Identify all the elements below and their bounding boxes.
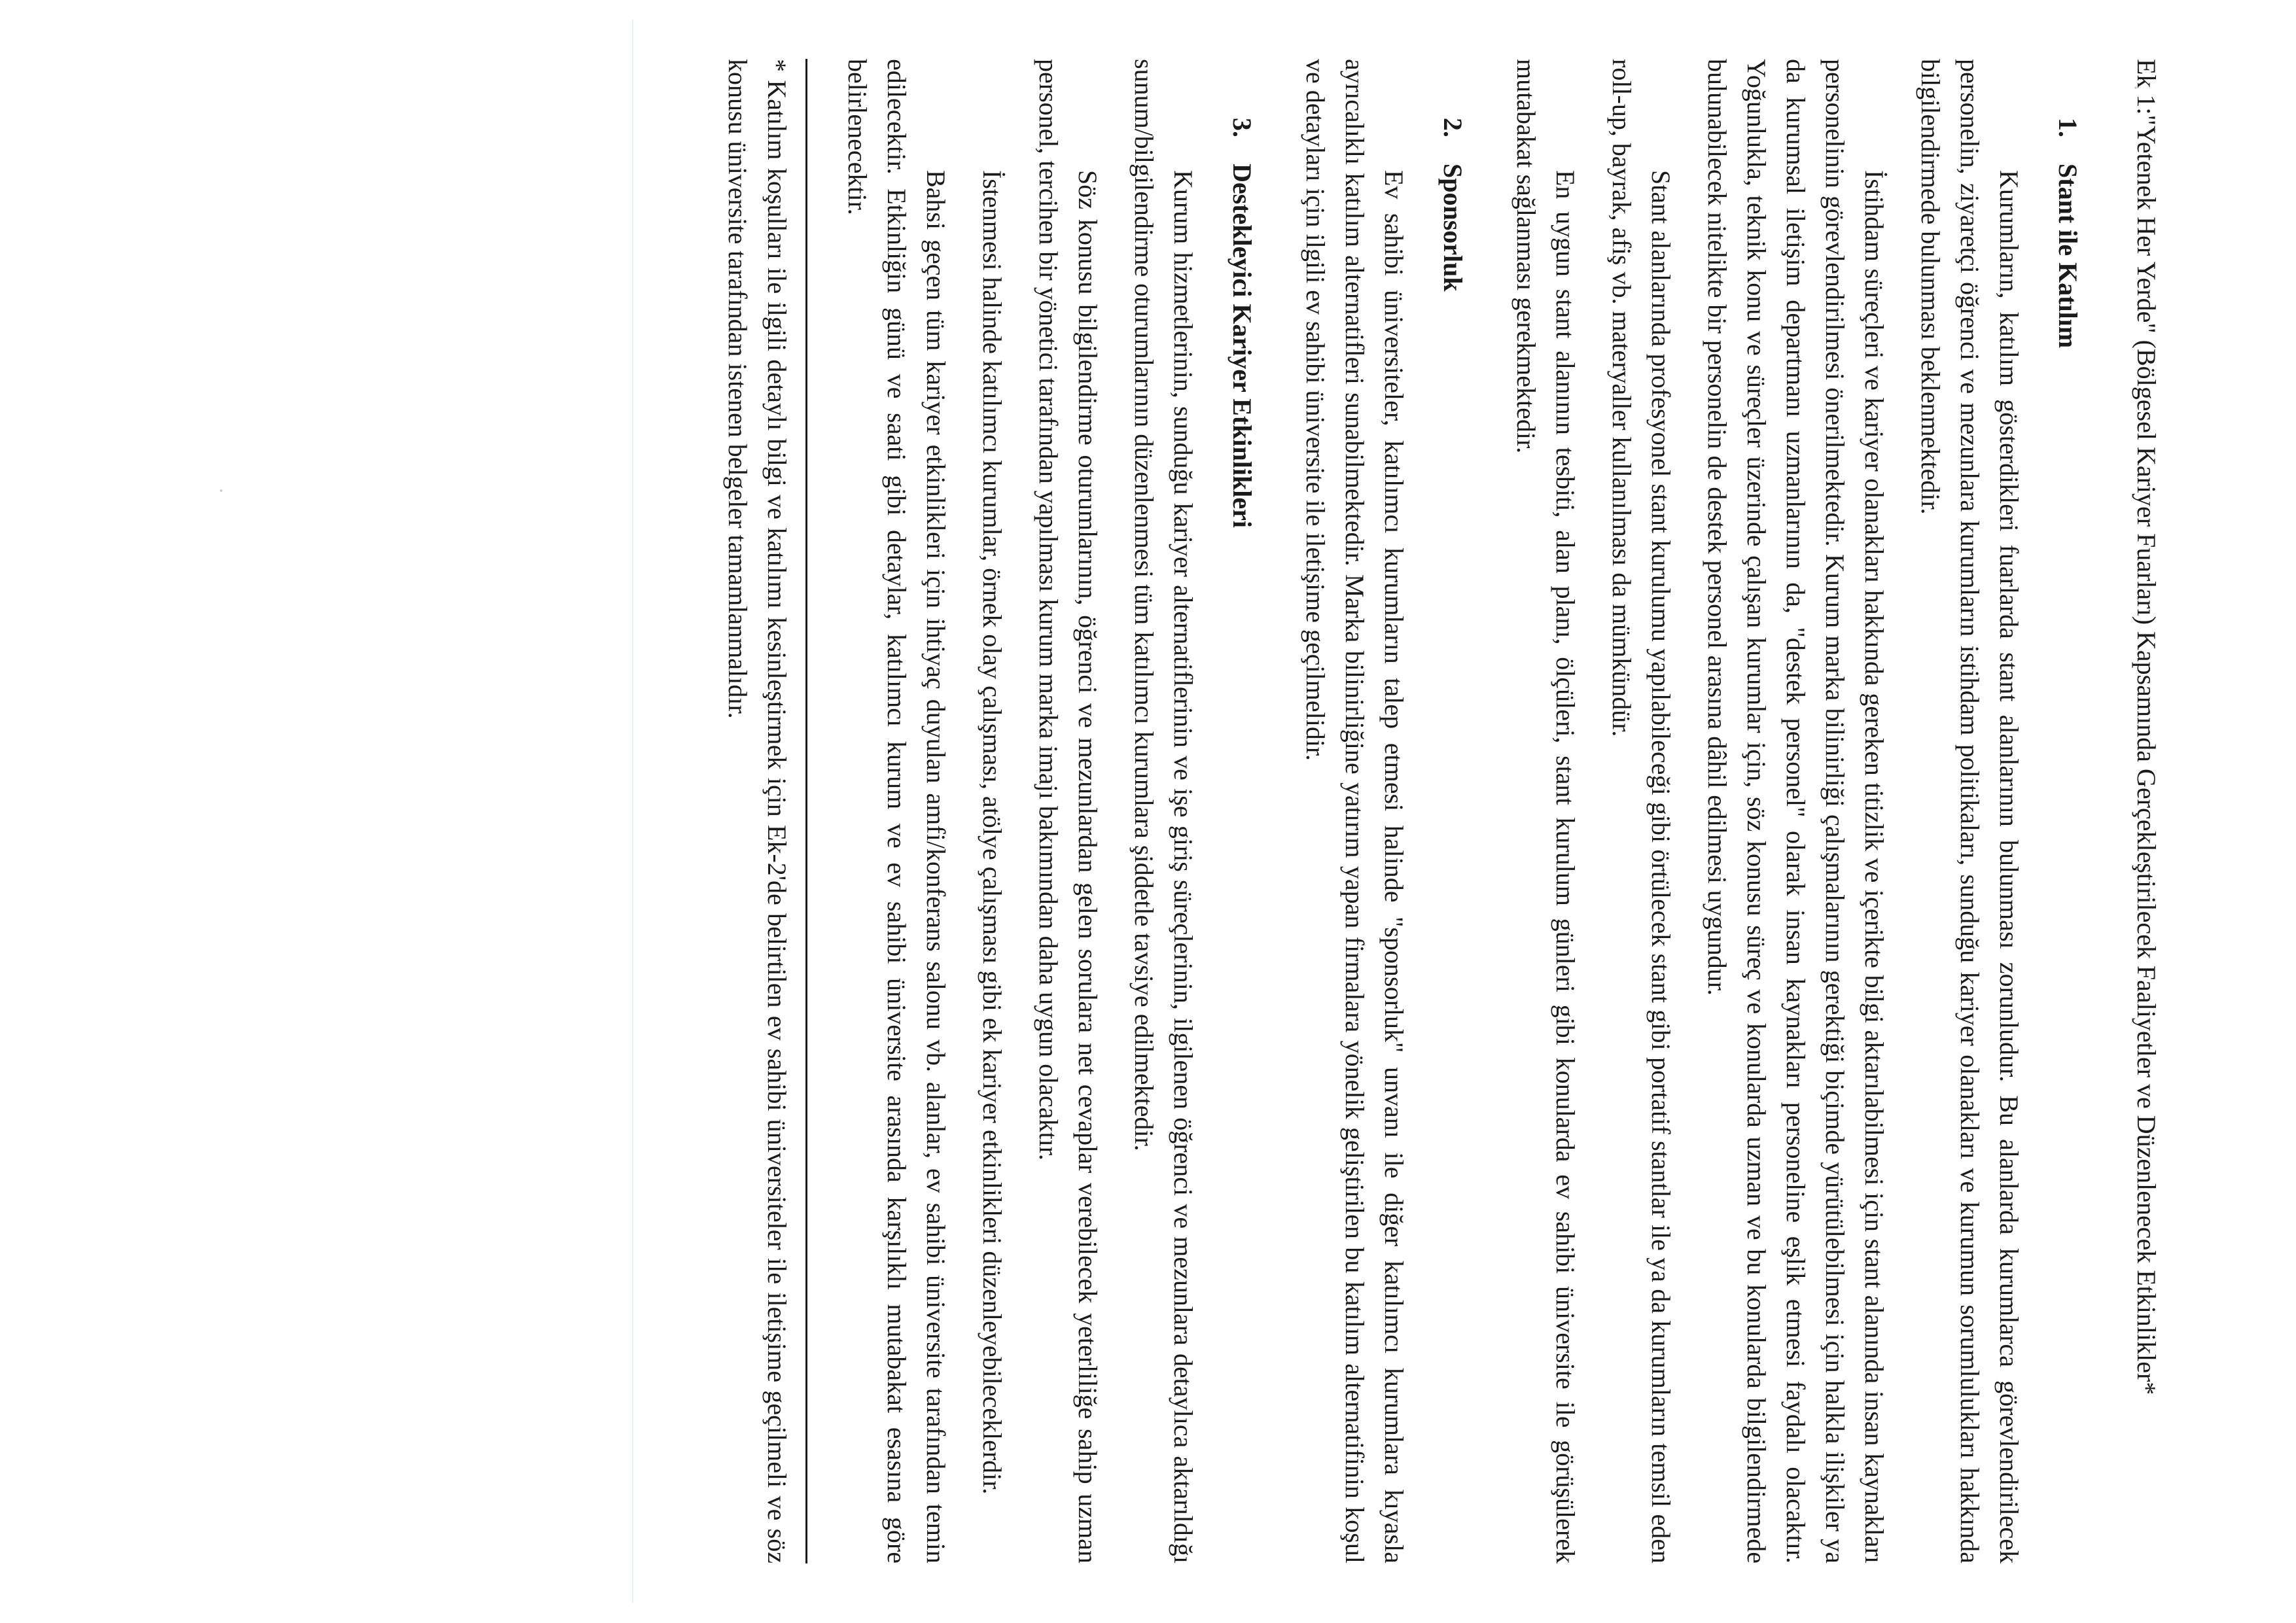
paragraph: İstihdam süreçleri ve kariyer olanakları hakkında gereken titizlik ve içerikte bilgi aktarılabilmesi için stant alanında insan kaynakları personelinin görevlendirilmesi önerilmektedir. Kurum marka bilinirliği çalışmalarının gerektiği biçimde yürütülebilmesi için halkla ilişkiler ya da kurumsal iletişim departmanı uzmanlarının da, "destek personel" olarak insan kaynakları personeline eşlik etmesi faydalı olacaktır. Yoğunlukla, teknik konu ve süreçler üzerinde çalışan kurumlar için, söz konusu süreç ve konularda uzman ve bu konularda bilgilendirmede bulunabilecek nitelikte bir personelin de destek personel arasına dâhil edilmesi uygundur. [1703,59,1889,1563]
section-number: 1. [2053,118,2083,137]
paragraph: Stant alanlarında profesyonel stant kurulumu yapılabileceği gibi örtülecek stant gibi portatif stantlar ile ya da kurumların temsil eden roll-up, bayrak, afiş vb. materyaller kullanılması da mümkündür. [1607,59,1676,1563]
scan-speck [220,489,222,492]
paragraph: Bahsi geçen tüm kariyer etkinlikleri için ihtiyaç duyulan amfi/konferans salonu vb. alanlar, ev sahibi üniversite tarafından temin edilecektir. Etkinliğin günü ve saati gibi detaylar, katılımcı kurum ve ev sahibi üniversite arasında karşılıklı mutabakat esasına göre belirlenecektir. [843,59,951,1563]
paragraph: İstenmesi halinde katılımcı kurumlar, örnek olay çalışması, atölye çalışması gibi ek kariyer etkinlikleri düzenleyebileceklerdir. [978,170,1007,1495]
footnote-divider [805,59,807,1563]
paragraph: Söz konusu bilgilendirme oturumlarının, öğrenci ve mezunlardan gelen sorulara net cevaplar verebilecek yeterliliğe sahip uzman personel, tercihen bir yönetici tarafından yapılması kurum marka imajı bakımından daha uygun olacaktır. [1034,59,1103,1563]
paragraph: Kurumların, katılım gösterdikleri fuarlarda stant alanlarının bulunması zorunludur. Bu alanlarda kurumlarca görevlendirilecek personelin, ziyaretçi öğrenci ve mezunlara kurumların istihdam politikaları, sunduğu kariyer olanakları ve kurumun sorumlulukları hakkında bilgilendirmede bulunması beklenmektedir. [1916,59,2024,1563]
section-heading-career-events [1222,59,1262,1563]
document-title: Ek 1:"Yetenek Her Yerde" (Bölgesel Kariyer Fuarları) Kapsamında Gerçekleştirilecek Faaliyetler ve Düzenlenecek Etkinlikler* [2132,59,2161,1395]
paragraph: Ev sahibi üniversiteler, katılımcı kurumların talep etmesi halinde "sponsorluk" unvanı ile diğer katılımcı kurumlara kıyasla ayrıcalıklı katılım alternatifleri sunabilmektedir. Marka bilinirliğine yatırım yapan firmalara yönelik geliştirilen bu katılım alternatifinin koşul ve detayları için ilgili ev sahibi üniversite ile iletişime geçilmelidir. [1301,59,1409,1563]
paragraph: Kurum hizmetlerinin, sunduğu kariyer alternatiflerinin ve işe giriş süreçlerinin, ilgilenen öğrenci ve mezunlara detaylıca aktarıldığı sunum/bilgilendirme oturumlarının düzenlenmesi tüm katılımcı kurumlara şiddetle tavsiye edilmektedir. [1129,59,1198,1563]
paragraph: En uygun stant alanının tesbiti, alan planı, ölçüleri, stant kurulum günleri gibi konularda ev sahibi üniversite ile görüşülerek mutabakat sağlanması gerekmektedir. [1511,59,1580,1563]
section-title: Destekleyici Kariyer Etkinlikleri [1227,164,1257,528]
document-page [255,59,2166,1563]
section-number: 3. [1227,118,1257,137]
section-heading-sponsorship [1433,59,1472,1563]
section-number: 2. [1438,118,1468,137]
section-title: Stant ile Katılım [2053,164,2083,349]
section-heading-stand [2048,59,2087,1563]
section-title: Sponsorluk [1438,164,1468,292]
footnote: * Katılım koşulları ile ilgili detaylı bilgi ve katılımı kesinleştirmek için Ek-2'de belirtilen ev sahibi üniversiteler ile iletişime geçilmeli ve söz konusu üniversite tarafından istenen belgeler tamamlanmalıdır. [723,59,792,1563]
